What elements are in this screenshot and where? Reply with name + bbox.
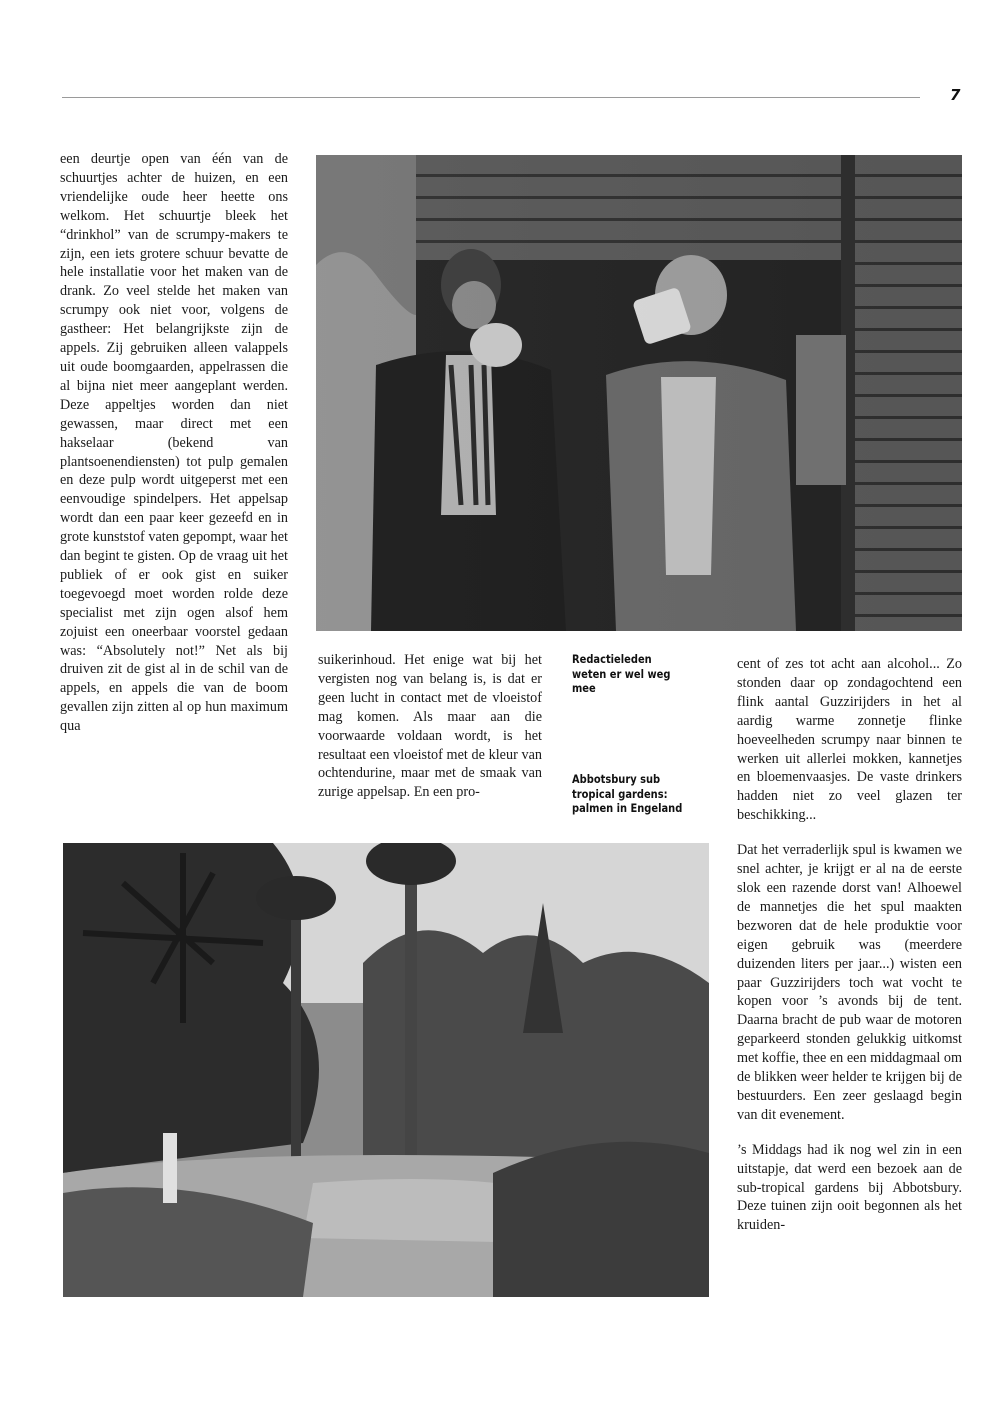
photo-scrumpy-drinkers — [316, 155, 962, 631]
article-column-4 — [737, 655, 962, 1235]
paragraph: suikerinhoud. Het enige wat bij het vergisten nog van belang is, is dat er geen lucht in contact met de vloeistof mag komen. Als maar aan die voorwaarde voldaan wordt, is het resultaat een vloeistof met de kleur van ochtendurine, maar met de smaak van zurige appelsap. En een pro- — [318, 652, 542, 801]
photo-caption-gardens: Abbotsbury sub tropical gardens: palmen in Engeland — [572, 772, 683, 815]
paragraph: Dat het verraderlijk spul is kwamen we snel achter, je krijgt er al na de eerste slok een razende dorst van! Alhoewel de mannetjes die het spul maakten bezworen dat de hele produktie voor eigen gebruik was (meerdere duizenden liters per jaar...) wisten een paar Guzzirijders toch wat vocht te kopen voor ’s avonds bij de tent. Daarna bracht de pub waar de motoren geparkeerd stonden gelukkig uitkomst met koffie, thee en een middagmaal om de blikken weer helder te krijgen bij de bestuurders. Een zeer geslaagd begin van dit evenement. — [737, 842, 962, 1123]
article-column-2 — [318, 651, 542, 802]
photo-caption-drinkers: Redactieleden weten er wel weg mee — [572, 652, 671, 695]
paragraph: cent of zes tot acht aan alcohol... Zo stonden daar op zondagochtend een flink aantal Guzzirijders in het al aardig warme zonnetje flinke hoeveelheden scrumpy naar binnen te werken uit allerlei mokken, kannetjes en bloemenvaasjes. De vaste drinkers hadden niet zo veel glazen ter beschikking... — [737, 656, 962, 824]
header-rule — [62, 97, 920, 98]
article-column-1 — [60, 150, 288, 736]
paragraph: ’s Middags had ik nog wel zin in een uitstapje, dat werd een bezoek aan de sub-tropical gardens bij Abbotsbury. Deze tuinen zijn ooit begonnen als het kruiden- — [737, 1141, 962, 1234]
photo-subtropical-gardens — [63, 843, 709, 1297]
page-number: 7 — [950, 86, 961, 104]
paragraph: een deurtje open van één van de schuurtjes achter de huizen, en een vriendelijke oude heer heette ons welkom. Het schuurtje bleek het “drinkhol” van de scrumpy-makers te zijn, een iets grotere schuur bevatte de hele installatie voor het maken van de drank. Zo veel stelde het maken van scrumpy ook niet voor, volgens de gastheer: Het belangrijkste zijn de appels. Zij gebruiken alleen valappels uit oude boomgaarden, appelrassen die al bijna niet meer aangeplant werden. Deze appeltjes worden dan niet gewassen, maar direct met een hakselaar (bekend van plantsoenendiensten) tot pulp gemalen en deze pulp wordt uitgeperst met een eenvoudige spindelpers. Het appelsap wordt dan een paar keer gezeefd en in grote kunststof vaten gepompt, waar het dan begint te gisten. Op de vraag uit het publiek of er ook gist en suiker toegevoegd moet worden rolde deze specialist met zijn ogen alsof hem zojuist een oneerbaar voorstel gedaan was: “Absolutely not!” Net als bij druiven zit de gist al in de schil van de appels, en appels die van de boom gevallen zijn zitten al op hun maximum qua — [60, 151, 288, 735]
